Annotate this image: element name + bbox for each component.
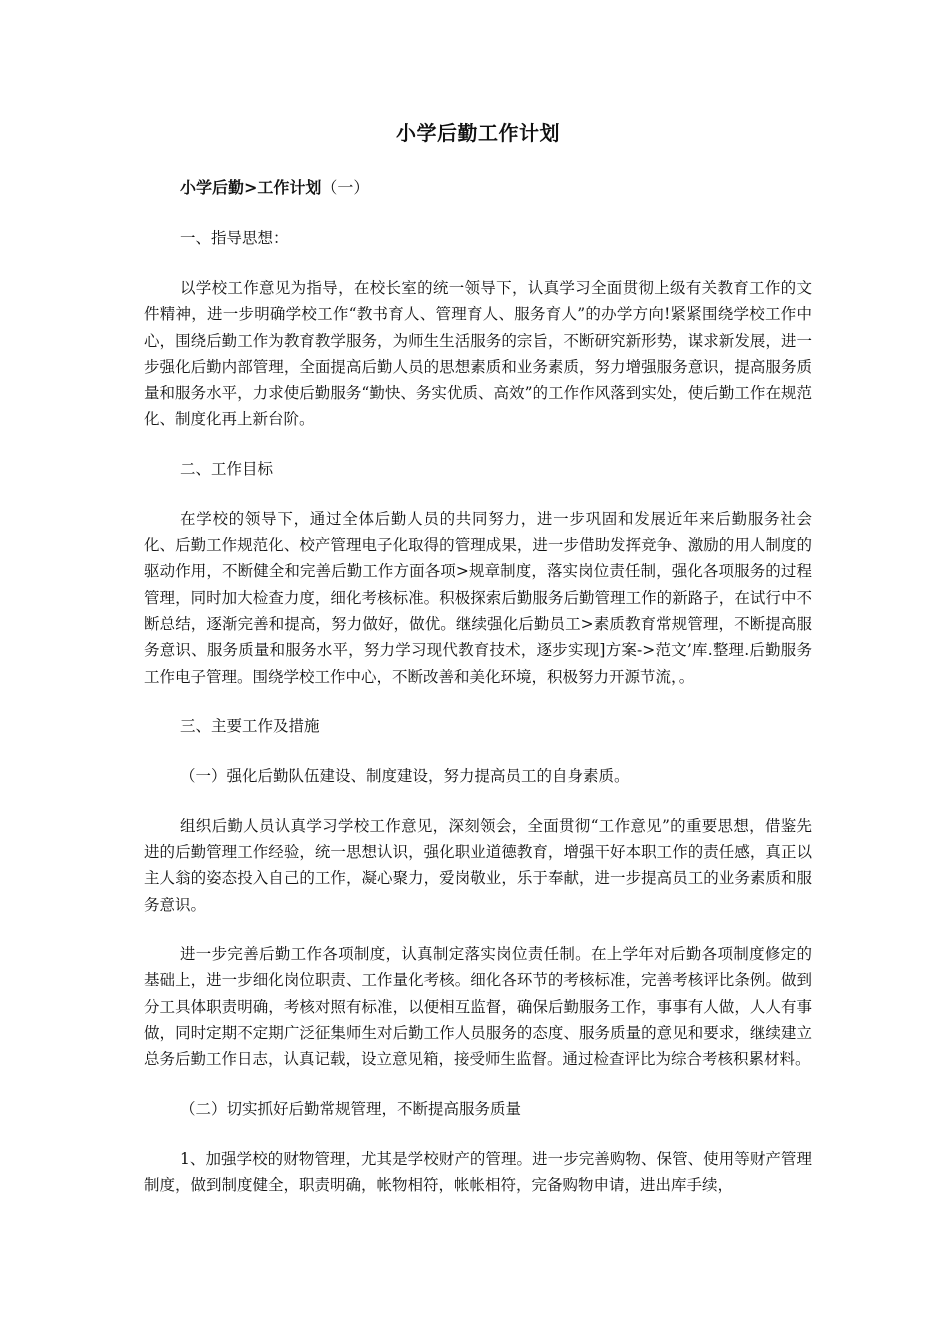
document-subtitle (144, 174, 812, 202)
paragraph-work-goals: 在学校的领导下，通过全体后勤人员的共同努力，进一步巩固和发展近年来后勤服务社会化、后勤工作规范化、校产管理电子化取得的管理成果，进一步借助发挥竞争、激励的用人制度的驱动作用，不断健全和完善后勤工作方面各项>规章制度，落实岗位责任制，强化各项服务的过程管理，同时加大检查力度，细化考核标准。积极探索后勤服务后勤管理工作的新路子，在试行中不断总结，逐渐完善和提高，努力做好，做优。继续强化后勤员工>素质教育常规管理，不断提高服务意识、服务质量和服务水平，努力学习现代教育技术，逐步实现]方案->范文’库.整理.后勤服务工作电子管理。围绕学校工作中心，不断改善和美化环境，积极努力开源节流，。 (144, 509, 812, 686)
paragraph-property-management: 1、加强学校的财物管理，尤其是学校财产的管理。进一步完善购物、保管、使用等财产管理制度，做到制度健全，职责明确，帐物相符，帐帐相符，完备购物申请，进出库手续， (144, 1149, 812, 1194)
document-body (144, 118, 812, 1221)
paragraph-system-improvement: 进一步完善后勤工作各项制度，认真制定落实岗位责任制。在上学年对后勤各项制度修定的基础上，进一步细化岗位职责、工作量化考核。细化各环节的考核标准，完善考核评比条例。做到分工具体职责明确，考核对照有标准，以便相互监督，确保后勤服务工作，事事有人做，人人有事做，同时定期不定期广泛征集师生对后勤工作人员服务的态度、服务质量的意见和要求，继续建立总务后勤工作日志，认真记载，设立意见箱，接受师生监督。通过检查评比为综合考核积累材料。 (144, 945, 812, 1069)
subtitle-number: （一） (321, 178, 370, 197)
section-heading-guiding-ideology: 一、指导思想： (180, 229, 289, 247)
paragraph-guiding-ideology: 以学校工作意见为指导，在校长室的统一领导下，认真学习全面贯彻上级有关教育工作的文件精神，进一步明确学校工作“教书育人、管理育人、服务育人”的办学方向!紧紧围绕学校工作中心，围绕后勤工作为教育教学服务，为师生生活服务的宗旨，不断研究新形势，谋求新发展，进一步强化后勤内部管理，全面提高后勤人员的思想素质和业务素质，努力增强服务意识，提高服务质量和服务水平，力求使后勤服务“勤快、务实优质、高效”的工作作风落到实处，使后勤工作在规范化、制度化再上新台阶。 (144, 279, 812, 429)
subtitle-main: 小学后勤>工作计划 (180, 178, 322, 197)
subsection-heading-team-building: （一）强化后勤队伍建设、制度建设，努力提高员工的自身素质。 (180, 766, 630, 785)
section-heading-main-work: 三、主要工作及措施 (180, 716, 320, 735)
paragraph-team-study: 组织后勤人员认真学习学校工作意见，深刻领会，全面贯彻“工作意见”的重要思想，借鉴先进的后勤管理工作经验，统一思想认识，强化职业道德教育，增强干好本职工作的责任感，真正以主人翁的姿态投入自己的工作，凝心聚力，爱岗敬业，乐于奉献，进一步提高员工的业务素质和服务意识。 (144, 816, 812, 914)
section-heading-work-goals: 二、工作目标 (180, 459, 274, 478)
document-title: 小学后勤工作计划 (396, 121, 560, 145)
subsection-heading-routine-management: （二）切实抓好后勤常规管理，不断提高服务质量 (180, 1099, 522, 1118)
